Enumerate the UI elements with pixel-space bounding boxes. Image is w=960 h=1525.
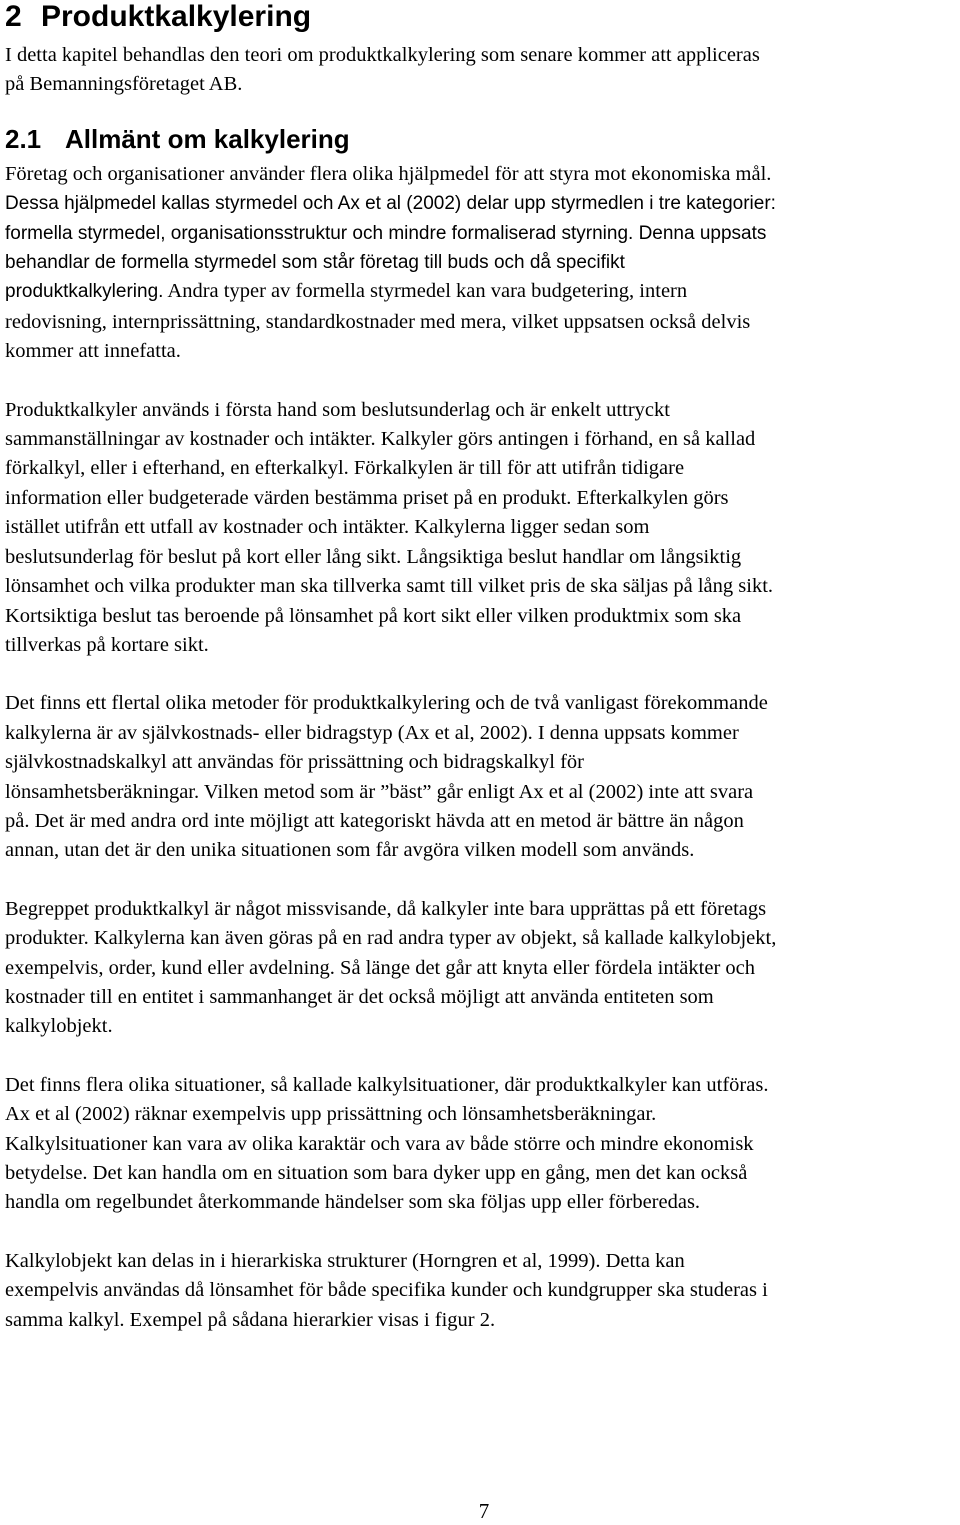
paragraph-hierarchies [5, 1247, 957, 1335]
text-line: produkter. Kalkylerna kan även göras på en rad andra typer av objekt, så kallade kalkylobjekt, [5, 927, 777, 950]
text-line: kalkylobjekt. [5, 1015, 113, 1038]
text-line: kommer att innefatta. [5, 340, 181, 363]
text-line [5, 277, 957, 307]
text-line: lönsamhet och vilka produkter man ska tillverka samt till vilket pris de ska säljas på lång sikt. [5, 575, 774, 598]
text-line: Företag och organisationer använder flera olika hjälpmedel för att styra mot ekonomiska mål. [5, 162, 772, 185]
text-line: behandlar de formella styrmedel som står företag till buds och då specifikt [5, 252, 625, 274]
chapter-heading [5, 0, 957, 34]
page-number: 7 [478, 1499, 490, 1523]
text-line: Begreppet produktkalkyl är något missvisande, då kalkyler inte bara upprättas på ett företags [5, 897, 767, 920]
chapter-number: 2 [5, 0, 22, 33]
text-line: tillverkas på kortare sikt. [5, 633, 209, 656]
text-line: förkalkyl, eller i efterhand, en efterkalkyl. Förkalkylen är till för att utifrån tidigare [5, 457, 685, 480]
text-line: kostnader till en entitet i sammanhanget är det också möjligt att använda entiteten som [5, 985, 714, 1008]
text-line: handla om regelbundet återkommande händelser som ska följas upp eller förberedas. [5, 1191, 701, 1214]
text-line: Det finns ett flertal olika metoder för produktkalkylering och de två vanligast förekommande [5, 692, 768, 715]
paragraph-situations [5, 1071, 957, 1218]
text-line: kalkylerna är av självkostnads- eller bidragstyp (Ax et al, 2002). I denna uppsats kommer [5, 721, 739, 744]
text-line: Ax et al (2002) räknar exempelvis upp prissättning och lönsamhetsberäkningar. [5, 1103, 657, 1126]
paragraph-methods [5, 689, 957, 865]
text-line: på Bemanningsföretaget AB. [5, 73, 243, 96]
text-line: I detta kapitel behandlas den teori om produktkalkylering som senare kommer att appliceras [5, 44, 760, 66]
text-line: Kalkylsituationer kan vara av olika karaktär och vara av både större och mindre ekonomisk [5, 1132, 754, 1155]
text-line: sammanställningar av kostnader och intäkter. Kalkyler görs antingen i förhand, en så kallad [5, 428, 756, 451]
text-line: formella styrmedel, organisationsstruktur och mindre formaliserad styrning. Denna uppsats [5, 222, 767, 244]
section-title: Allmänt om kalkylering [65, 123, 350, 154]
paragraph-control-systems [5, 160, 957, 367]
chapter-title: Produktkalkylering [41, 0, 312, 33]
section-heading [5, 124, 957, 154]
text-line: på. Det är med andra ord inte möjligt att kategoriskt hävda att en metod är bättre än någon [5, 809, 744, 832]
text-line: Det finns flera olika situationer, så kallade kalkylsituationer, där produktkalkyler kan utföras. [5, 1073, 769, 1096]
text-fragment: Andra typer av formella styrmedel kan vara budgetering, intern [163, 280, 688, 303]
text-line: självkostnadskalkyl att användas för prissättning och bidragskalkyl för [5, 751, 585, 774]
page-content [5, 0, 957, 1335]
text-line: Dessa hjälpmedel kallas styrmedel och Ax et al (2002) delar upp styrmedlen i tre kategorier: [5, 193, 776, 215]
text-line: Kortsiktiga beslut tas beroende på lönsamhet på kort sikt eller vilken produktmix som ska [5, 604, 742, 627]
text-line: lönsamhetsberäkningar. Vilken metod som är ”bäst” går enligt Ax et al (2002) inte att svara [5, 780, 754, 803]
paragraph-cost-objects [5, 895, 957, 1042]
text-line: Kalkylobjekt kan delas in i hierarkiska strukturer (Horngren et al, 1999). Detta kan [5, 1249, 685, 1272]
text-fragment: produktkalkylering. [5, 281, 164, 303]
text-line: betydelse. Det kan handla om en situation som bara dyker upp en gång, men det kan också [5, 1162, 748, 1184]
intro-paragraph [5, 41, 957, 100]
text-line: exempelvis, order, kund eller avdelning. Så länge det går att knyta eller fördela intäkter och [5, 956, 755, 979]
section-number: 2.1 [5, 123, 42, 154]
text-line: istället utifrån ett utfall av kostnader och intäkter. Kalkylerna ligger sedan som [5, 516, 650, 539]
text-line: annan, utan det är den unika situationen som får avgöra vilken modell som används. [5, 839, 695, 862]
text-line: beslutsunderlag för beslut på kort eller lång sikt. Långsiktiga beslut handlar om långsiktig [5, 545, 742, 568]
text-line: information eller budgeterade värden bestämma priset på en produkt. Efterkalkylen görs [5, 486, 729, 509]
paragraph-product-costing [5, 396, 957, 661]
text-line: exempelvis användas då lönsamhet för både specifika kunder och kundgrupper ska studeras i [5, 1279, 768, 1302]
text-line: samma kalkyl. Exempel på sådana hierarkier visas i figur 2. [5, 1308, 496, 1331]
text-line: redovisning, internprissättning, standardkostnader med mera, vilket uppsatsen också delvis [5, 310, 751, 333]
text-line: Produktkalkyler används i första hand som beslutsunderlag och är enkelt uttryckt [5, 398, 670, 421]
